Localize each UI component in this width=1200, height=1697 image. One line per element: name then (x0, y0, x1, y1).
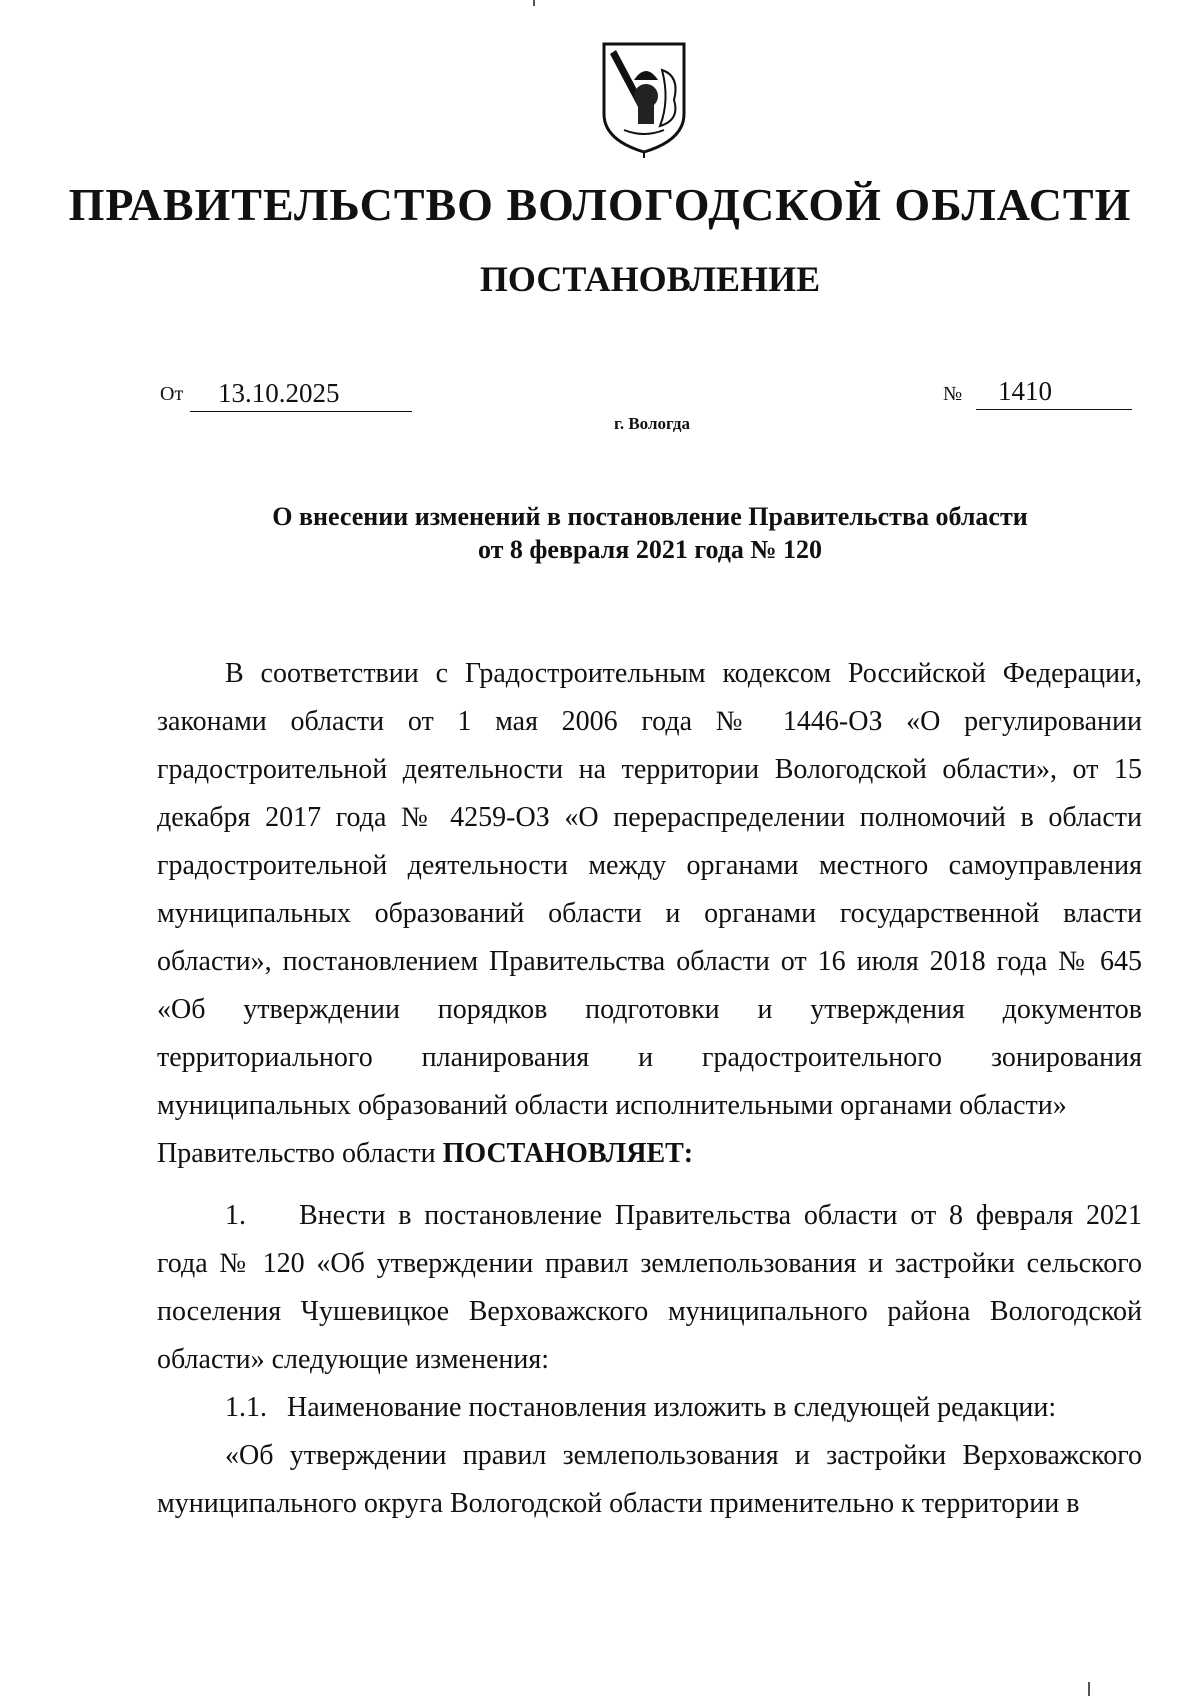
number-field: 1410 (976, 376, 1132, 410)
scan-mark (533, 0, 535, 6)
resolve-word: ПОСТАНОВЛЯЕТ: (442, 1138, 694, 1169)
item-1-1-text: Наименование постановления изложить в следующей редакции: (287, 1392, 1057, 1423)
item-1-1-paragraph (157, 1384, 1142, 1432)
resolve-paragraph (157, 1130, 1142, 1178)
quote-paragraph: «Об утверждении правил землепользования и застройки Верховажского муниципального округа Вологодской области применительно к территории в (157, 1440, 1142, 1519)
item-1-text: Внести в постановление Правительства области от 8 февраля 2021 года № 120 «Об утверждении правил землепользования и застройки сельского поселения Чушевицкое Верховажского муниципального района Вологодской области» следующие изменения: (157, 1200, 1142, 1375)
subject-line-1: О внесении изменений в постановление Правительства области (272, 502, 1028, 531)
scan-edge-mark (1088, 1682, 1090, 1696)
city-label: г. Вологда (614, 414, 690, 433)
document-type: ПОСТАНОВЛЕНИЕ (479, 259, 821, 299)
document-subject (0, 500, 1200, 566)
resolve-prefix: Правительство области (157, 1138, 436, 1169)
document-body (157, 650, 1142, 1528)
date-prefix: От (160, 383, 184, 405)
coat-of-arms-icon (600, 40, 688, 160)
subject-line-2: от 8 февраля 2021 года № 120 (477, 535, 823, 564)
item-1-1-number: 1.1. (225, 1392, 267, 1423)
government-title: ПРАВИТЕЛЬСТВО ВОЛОГОДСКОЙ ОБЛАСТИ (68, 179, 1132, 230)
item-1-number: 1. (225, 1200, 246, 1231)
item-1-paragraph (157, 1192, 1142, 1384)
preamble-paragraph: В соответствии с Градостроительным кодексом Российской Федерации, законами области от 1 мая 2006 года № 1446-ОЗ «О регулировании градостроительной деятельности на территории Вологодской области», от 15 декабря 2017 года № 4259-ОЗ «О перераспределении полномочий в области градостроительной деятельности между органами местного самоуправления муниципальных образований области и органами государственной власти области», постановлением Правительства области от 16 июля 2018 года № 645 «Об утверждении порядков подготовки и утверждения документов территориального планирования и градостроительного зонирования муниципальных образований области исполнительными органами области» (157, 658, 1142, 1121)
number-prefix: № (943, 383, 963, 405)
date-field: 13.10.2025 (190, 378, 412, 412)
